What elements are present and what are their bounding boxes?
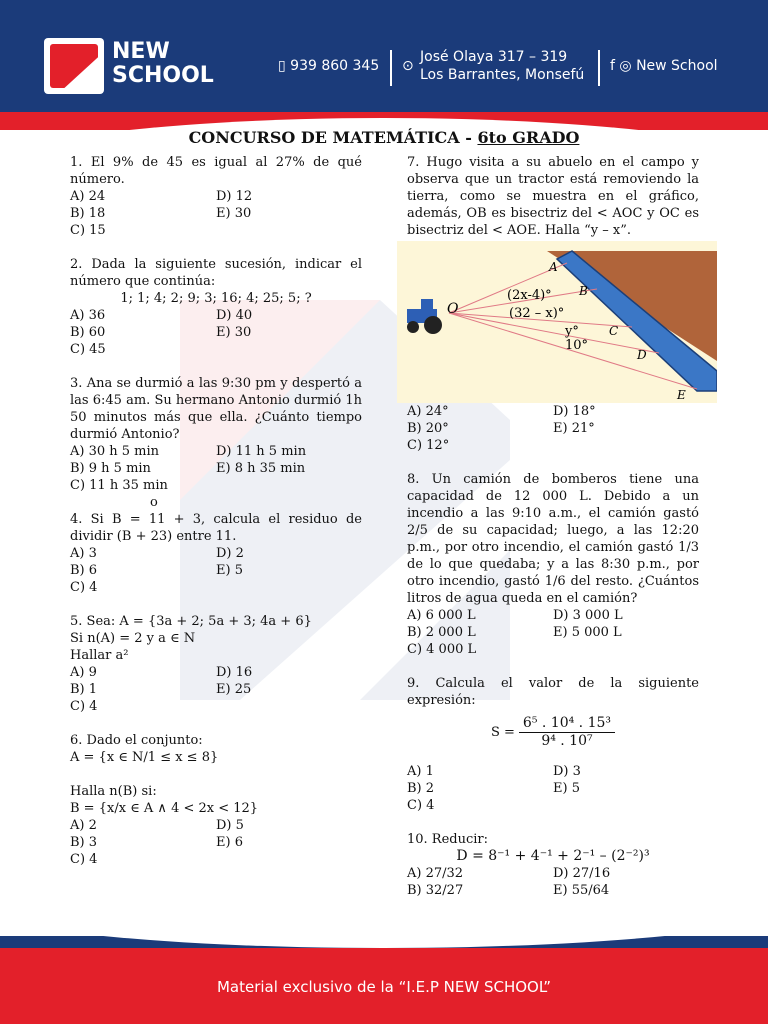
- question-5: 5. Sea: A = {3a + 2; 5a + 3; 4a + 6}: [70, 614, 312, 629]
- left-column: 1. El 9% de 45 es igual al 27% de qué número. A) 24 D) 12 B) 18 E) 30 C) 15 2. Dada la siguiente sucesión, indicar el número que continúa: 1; 1; 4; 2; 9; 3; 16; 4; 25; 5; ? A) 36 D) 40 B) 60 E) 30 C) 45 3. Ana se durmió a las 9:30 pm y despertó a las 6:45 am. Su hermano Antonio durmió 1h 50 minutos más que ella. ¿Cuánto tiempo durmió Antonio? A) 30 h 5 min D) 11 h 5 min B) 9 h 5 min E) 8 h 35 min C) 11 h 35 min o 4. Si B = 11 + 3, calcula el residuo de dividir (B + 23) entre 11. A) 3 D) 2 B) 6 E) 5 C) 4 5. Sea: A = {3a + 2; 5a + 3; 4a + 6} Si n(A) = 2 y a ∈ N Hallar a² A) 9 D) 16 B) 1 E) 25 C) 4 6. Dado el conjunto: A = {x ∈ N/1 ≤ x ≤ 8} Halla n(B) si: B = {x/x ∈ A ∧ 4 < 2x < 12} A) 2 D) 5 B) 3 E) 6 C) 4: [70, 155, 362, 867]
- question-1: 1. El 9% de 45 es igual al 27% de qué número.: [70, 155, 362, 187]
- facebook-icon: f: [610, 58, 615, 74]
- sequence: 1; 1; 4; 2; 9; 3; 16; 4; 25; 5; ?: [120, 291, 312, 306]
- svg-text:E: E: [677, 388, 686, 402]
- question-3-options: A) 30 h 5 min D) 11 h 5 min B) 9 h 5 min E) 8 h 35 min C) 11 h 35 min: [70, 444, 307, 493]
- phone-icon: ▯: [278, 58, 286, 74]
- phone-contact: ▯ 939 860 345: [278, 58, 380, 74]
- svg-text:(2x-4)°: (2x-4)°: [507, 288, 552, 303]
- instagram-icon: ◎: [619, 58, 632, 74]
- divider: [598, 50, 600, 86]
- question-7: 7. Hugo visita a su abuelo en el campo y observa que un tractor está removiendo la tierra, como se muestra en el gráfico, además, OB es bisectriz del < AOC y OC es bisectriz del < AOE. Halla “y – x”.: [407, 155, 699, 238]
- question-10-options: A) 27/32 D) 27/16 B) 32/27 E) 55/64: [407, 866, 611, 898]
- question-7-options: A) 24° D) 18° B) 20° E) 21° C) 12°: [407, 404, 596, 453]
- reduce-formula: D = 8⁻¹ + 4⁻¹ + 2⁻¹ – (2⁻²)³: [456, 848, 650, 864]
- school-logo: [44, 38, 104, 94]
- question-4: 4. Si B = 11 + 3, calcula el residuo de dividir (B + 23) entre 11.: [70, 512, 362, 544]
- divider: [390, 50, 392, 86]
- tractor-angle-diagram: [397, 241, 717, 403]
- question-2: 2. Dada la siguiente sucesión, indicar el número que continúa:: [70, 257, 362, 289]
- question-5-options: A) 9 D) 16 B) 1 E) 25 C) 4: [70, 665, 253, 714]
- question-2-options: A) 36 D) 40 B) 60 E) 30 C) 45: [70, 308, 253, 357]
- svg-text:y°: y°: [565, 324, 579, 339]
- svg-text:10°: 10°: [565, 338, 589, 353]
- question-8: 8. Un camión de bomberos tiene una capacidad de 12 000 L. Debido a un incendio a las 9:10 a.m., el camión gastó 2/5 de su capacidad; luego, a las 12:20 p.m., por otro incendio, el camión gastó 1/3 de lo que quedaba; y a las 8:30 p.m., por otro incendio, gastó 1/6 del resto. ¿Cuántos litros de agua queda en el camión?: [407, 472, 699, 606]
- svg-text:D: D: [637, 348, 647, 362]
- location-pin-icon: ⊙: [402, 58, 414, 74]
- social-contact: f ◎ New School: [610, 58, 718, 74]
- question-9-options: A) 1 D) 3 B) 2 E) 5 C) 4: [407, 764, 581, 813]
- svg-text:B: B: [579, 284, 588, 298]
- question-8-options: A) 6 000 L D) 3 000 L B) 2 000 L E) 5 000 L C) 4 000 L: [407, 608, 623, 657]
- question-9: 9. Calcula el valor de la siguiente expresión:: [407, 676, 699, 708]
- overline-mark: o: [150, 495, 158, 510]
- question-10: 10. Reducir:: [407, 832, 489, 847]
- svg-text:A: A: [549, 260, 558, 274]
- question-1-options: A) 24 D) 12 B) 18 E) 30 C) 15: [70, 189, 253, 238]
- address-contact: ⊙ José Olaya 317 – 319 Los Barrantes, Monsefú: [402, 49, 585, 83]
- question-6-options: A) 2 D) 5 B) 3 E) 6 C) 4: [70, 818, 244, 867]
- svg-text:(32 – x)°: (32 – x)°: [509, 306, 565, 321]
- svg-text:C: C: [609, 324, 619, 338]
- brand-name: NEW SCHOOL: [112, 39, 214, 88]
- question-4-options: A) 3 D) 2 B) 6 E) 5 C) 4: [70, 546, 244, 595]
- fraction-formula: S = $\frac{\text{6⁵ . 10⁴ . 15³}}{\text{9⁴ . 10⁷}}$: [407, 709, 699, 755]
- page-title: CONCURSO DE MATEMÁTICA - 6to GRADO: [188, 128, 580, 147]
- right-column: [407, 154, 699, 916]
- question-3: 3. Ana se durmió a las 9:30 pm y despertó a las 6:45 am. Su hermano Antonio durmió 1h 50 minutos más que ella. ¿Cuánto tiempo durmió Antonio?: [70, 376, 362, 442]
- footer-text: Material exclusivo de la “I.E.P NEW SCHOOL”: [216, 978, 552, 996]
- svg-text:O: O: [447, 301, 459, 317]
- question-6: 6. Dado el conjunto:: [70, 733, 203, 748]
